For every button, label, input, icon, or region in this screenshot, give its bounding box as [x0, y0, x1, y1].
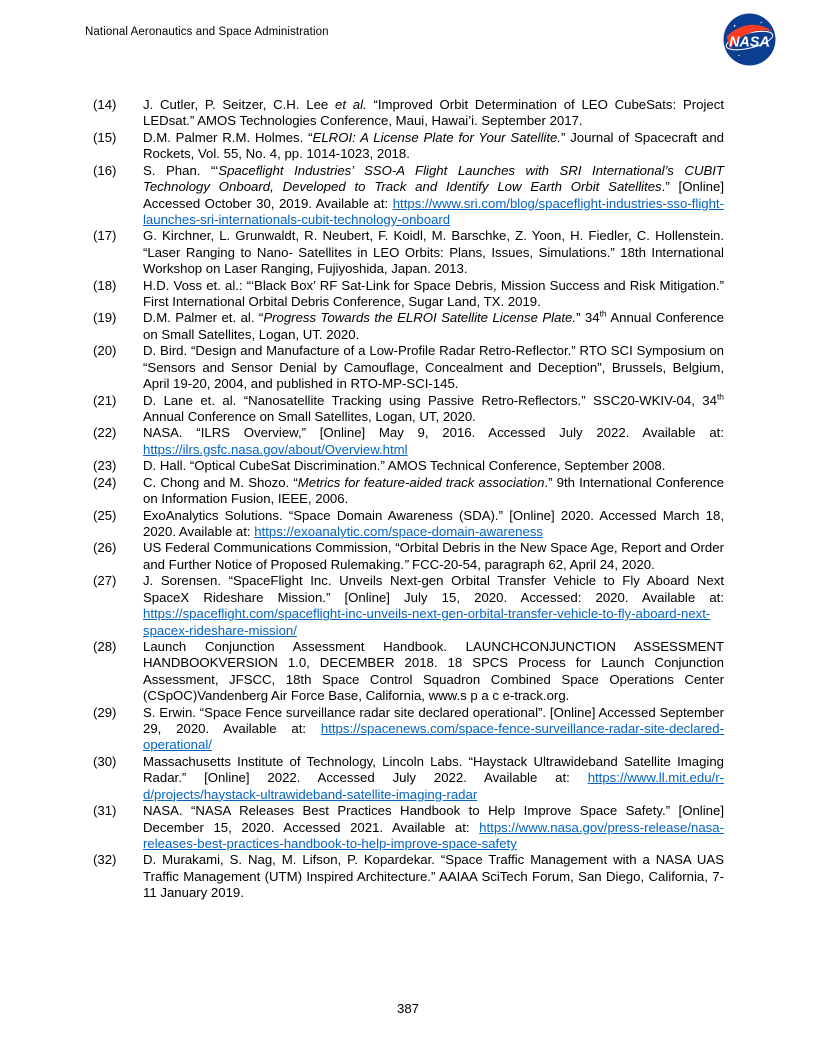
- reference-number: (24): [93, 474, 117, 490]
- reference-number: (15): [93, 129, 117, 145]
- reference-item: [93, 573, 724, 639]
- reference-text: [143, 705, 724, 754]
- reference-number: (28): [93, 638, 117, 654]
- reference-text-segment: “Improved Orbit Determination of LEO CubeSats: Project LEDsat.” AMOS Technologies Conference, Maui, Hawai’i. September 2017.: [143, 97, 724, 129]
- reference-text-segment: D.M. Palmer R.M. Holmes. “: [143, 129, 313, 145]
- reference-link[interactable]: https://spaceflight.com/spaceflight-inc-unveils-next-gen-orbital-transfer-vehicle-to-fly-aboard-next-spacex-rideshare-mission/: [143, 606, 711, 638]
- reference-link[interactable]: https://spacenews.com/space-fence-surveillance-radar-site-declared-operational/: [143, 721, 724, 753]
- reference-item: [93, 130, 724, 163]
- reference-text-segment: D. Hall. “Optical CubeSat Discrimination.” AMOS Technical Conference, September 2008.: [143, 458, 666, 474]
- reference-text: [143, 458, 724, 474]
- reference-item: [93, 310, 724, 343]
- reference-text-segment: et al.: [335, 97, 367, 112]
- reference-item: [93, 343, 724, 392]
- reference-item: [93, 425, 724, 458]
- reference-text-segment: ExoAnalytics Solutions. “Space Domain Awareness (SDA).” [Online] 2020. Accessed March 18, 2020. Available at:: [143, 507, 724, 539]
- reference-text-segment: ” 34: [576, 310, 600, 326]
- reference-text-segment: th: [716, 391, 724, 402]
- reference-text: [143, 573, 724, 639]
- reference-text-segment: D. Lane et. al. “Nanosatellite Tracking using Passive Retro-Reflectors.” SSC20-WKIV-04, 34: [143, 392, 717, 408]
- reference-number: (23): [93, 458, 117, 474]
- reference-text: [143, 852, 724, 901]
- reference-text-segment: ELROI: A License Plate for Your Satellite.: [312, 129, 561, 145]
- reference-text-segment: S. Phan. “‘: [143, 162, 219, 178]
- reference-number: (22): [93, 425, 117, 441]
- reference-text: [143, 97, 724, 130]
- reference-text: [143, 803, 724, 852]
- reference-number: (31): [93, 803, 117, 819]
- reference-text-segment: ” Journal of Spacecraft and Rockets, Vol. 55, No. 4, pp. 1014-1023, 2018.: [143, 129, 725, 162]
- reference-text-segment: Metrics for feature-aided track association: [297, 474, 545, 490]
- reference-number: (25): [93, 507, 117, 523]
- reference-text: [143, 163, 724, 229]
- reference-text-segment: H.D. Voss et. al.: “‘Black Box’ RF Sat-Link for Space Debris, Mission Success and Risk Mitigation.” First International Orbital Debris Conference, Sugar Land, TX. 2019.: [143, 277, 724, 310]
- reference-text-segment: G. Kirchner, L. Grunwaldt, R. Neubert, F. Koidl, M. Barschke, Z. Yoon, H. Fiedler, C. Hollenstein. “Laser Ranging to Nano- Satellites in LEO Orbits: Plans, Issues, Simulations.” 18th International Workshop on Laser Ranging, Fujiyoshida, Japan. 2013.: [143, 228, 724, 277]
- reference-text-segment: Annual Conference on Small Satellites, Logan, UT, 2020.: [143, 409, 476, 425]
- reference-text-segment: S. Erwin. “Space Fence surveillance radar site declared operational”. [Online] Accessed September 29, 2020. Available at:: [143, 704, 724, 737]
- reference-link[interactable]: https://www.nasa.gov/press-release/nasa-releases-best-practices-handbook-to-help-improve-space-safety: [143, 819, 724, 851]
- reference-text: [143, 130, 724, 163]
- nasa-logo-icon: [723, 13, 776, 66]
- reference-text: [143, 475, 724, 508]
- reference-item: [93, 228, 724, 277]
- reference-item: [93, 508, 724, 541]
- agency-name: National Aeronautics and Space Administration: [85, 26, 329, 38]
- reference-link[interactable]: https://www.ll.mit.edu/r-d/projects/haystack-ultrawideband-satellite-imaging-radar: [143, 770, 724, 802]
- reference-item: [93, 540, 724, 573]
- reference-text: [143, 754, 724, 803]
- reference-text-segment: C. Chong and M. Shozo. “: [143, 474, 298, 490]
- reference-number: (20): [93, 343, 117, 359]
- reference-item: [93, 393, 724, 426]
- reference-item: [93, 278, 724, 311]
- reference-text-segment: ”: [403, 556, 409, 572]
- reference-text: [143, 425, 724, 458]
- reference-number: (21): [93, 392, 117, 408]
- reference-text-segment: Spaceflight Industries’ SSO-A Flight Launches with SRI International’s CUBIT Technology Onboard, Developed to Track and Identify Low Earth Orbit Satellites: [143, 162, 724, 195]
- reference-text-segment: D. Bird. “Design and Manufacture of a Low-Profile Radar Retro-Reflector.” RTO SCI Symposium on “Sensors and Sensor Denial by Camouflage, Concealment and Deception”, Brussels, Belgium, April 19-20, 2004, and published in RTO-MP-SCI-145.: [143, 343, 724, 392]
- reference-number: (14): [93, 97, 117, 112]
- reference-text: [143, 310, 724, 343]
- svg-text:NASA: NASA: [729, 34, 770, 51]
- reference-text-segment: Progress Towards the ELROI Satellite License Plate.: [263, 310, 577, 326]
- reference-text: [143, 393, 724, 426]
- reference-number: (26): [93, 540, 117, 556]
- reference-text-segment: Massachusetts Institute of Technology, Lincoln Labs. “Haystack Ultrawideband Satellite Imaging Radar.” [Online] 2022. Accessed July 2022. Available at:: [143, 753, 724, 786]
- reference-item: [93, 97, 724, 130]
- reference-item: [93, 163, 724, 229]
- reference-link[interactable]: https://www.sri.com/blog/spaceflight-industries-sso-flight-launches-sri-internationals-cubit-technology-onboard: [143, 195, 724, 227]
- reference-text-segment: J. Sorensen. “SpaceFlight Inc. Unveils Next-gen Orbital Transfer Vehicle to Fly Aboard Next SpaceX Rideshare Mission.” [Online] July 15, 2020. Accessed: 2020. Available at:: [143, 573, 724, 605]
- reference-text: [143, 540, 724, 573]
- reference-text-segment: Launch Conjunction Assessment Handbook. LAUNCHCONJUNCTION ASSESSMENT HANDBOOKVERSION 1.0, DECEMBER 2018. 18 SPCS Process for Launch Conjunction Assessment, JFSCC, 18th Space Control Squadron Combined Space Operations Center (CSpOC)Vandenberg Air Force Base, California, www.s p a c e-track.org.: [143, 638, 724, 704]
- reference-text: [143, 639, 724, 705]
- reference-number: (32): [93, 852, 117, 868]
- reference-text-segment: .” 9th International Conference on Information Fusion, IEEE, 2006.: [143, 474, 725, 507]
- reference-number: (29): [93, 704, 117, 720]
- reference-item: [93, 754, 724, 803]
- reference-text: [143, 343, 724, 392]
- reference-number: (27): [93, 573, 117, 589]
- page-number: 387: [396, 1001, 419, 1016]
- reference-text-segment: D. Murakami, S. Nag, M. Lifson, P. Kopardekar. “Space Traffic Management with a NASA UAS Traffic Management (UTM) Inspired Architecture.” AAIAA SciTech Forum, San Diego, California, 7-11 January 2019.: [143, 852, 724, 901]
- reference-text-segment: Annual Conference on Small Satellites, Logan, UT. 2020.: [143, 310, 724, 342]
- reference-link[interactable]: https://ilrs.gsfc.nasa.gov/about/Overview.html: [143, 441, 408, 457]
- reference-number: (19): [93, 310, 117, 326]
- reference-text: [143, 228, 724, 277]
- reference-text: [143, 278, 724, 311]
- reference-text: [143, 508, 724, 541]
- reference-text-segment: D.M. Palmer et. al. “: [143, 310, 264, 326]
- reference-item: [93, 852, 724, 901]
- reference-item: [93, 639, 724, 705]
- reference-text-segment: .” [Online] Accessed October 30, 2019. Available at:: [143, 179, 724, 211]
- reference-text-segment: th: [599, 309, 607, 320]
- reference-text-segment: NASA. “NASA Releases Best Practices Handbook to Help Improve Space Safety.” [Online] December 15, 2020. Accessed 2021. Available at:: [143, 803, 724, 835]
- reference-number: (17): [93, 228, 117, 244]
- reference-text-segment: US Federal Communications Commission, “Orbital Debris in the New Space Age, Report and Order and Further Notice of Proposed Rulemaking.: [143, 540, 724, 572]
- reference-item: [93, 705, 724, 754]
- reference-text-segment: NASA. “ILRS Overview,” [Online] May 9, 2016. Accessed July 2022. Available at:: [143, 425, 724, 441]
- reference-link[interactable]: https://exoanalytic.com/space-domain-awareness: [254, 523, 544, 539]
- reference-text-segment: J. Cutler, P. Seitzer, C.H. Lee: [143, 97, 335, 112]
- reference-number: (16): [93, 162, 117, 178]
- reference-number: (18): [93, 277, 117, 293]
- references-list: [93, 97, 724, 902]
- reference-item: [93, 803, 724, 852]
- reference-text-segment: FCC-20-54, paragraph 62, April 24, 2020.: [408, 556, 655, 572]
- reference-item: [93, 458, 724, 474]
- reference-number: (30): [93, 753, 117, 769]
- reference-item: [93, 475, 724, 508]
